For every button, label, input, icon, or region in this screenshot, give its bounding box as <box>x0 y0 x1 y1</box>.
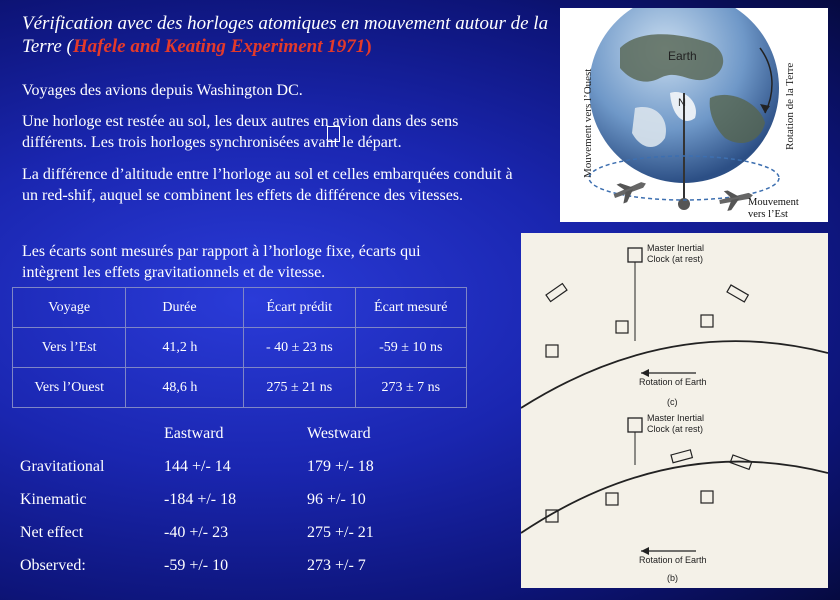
label-east-movement <box>748 197 799 221</box>
table-cell: - 40 ± 23 ns <box>244 328 355 368</box>
label-east-line: Mouvement <box>748 197 799 208</box>
table-cell: 275 ± 21 ns <box>244 368 355 408</box>
effects-label: Kinematic <box>20 491 87 508</box>
effects-value-east: -184 +/- 18 <box>164 491 237 508</box>
effects-label: Observed: <box>20 557 86 574</box>
globe-pole-label: N <box>678 97 686 109</box>
effects-value-west: 273 +/- 7 <box>307 557 366 574</box>
master-clock-icon <box>628 248 642 262</box>
ground-clock-icon <box>546 345 558 357</box>
globe-earth-label: Earth <box>668 49 697 63</box>
table-header-cell: Voyage <box>13 288 126 328</box>
master-clock-label-1: Master Inertial <box>647 413 705 423</box>
title-reference: Hafele and Keating Experiment 1971 <box>72 36 366 57</box>
title-close: ) <box>365 36 372 57</box>
ground-clock-icon <box>606 493 618 505</box>
effects-label: Gravitational <box>20 458 105 475</box>
effects-value-west: 96 +/- 10 <box>307 491 366 508</box>
master-clock-icon <box>628 418 642 432</box>
table-header-cell: Durée <box>126 288 244 328</box>
ground-clock-icon <box>616 321 628 333</box>
globe-figure <box>560 8 828 222</box>
effects-header-east: Eastward <box>164 425 224 442</box>
results-table <box>12 287 467 408</box>
effects-value-east: -59 +/- 10 <box>164 557 229 574</box>
rotation-arrowhead <box>641 369 649 377</box>
table-cell: -59 ± 10 ns <box>355 328 466 368</box>
table-header-row <box>13 288 467 328</box>
label-earth-rotation: Rotation de la Terre <box>784 62 796 150</box>
airplane-icon <box>671 450 692 463</box>
table-cell: Vers l’Ouest <box>13 368 126 408</box>
table-row <box>13 328 467 368</box>
ground-clock-icon <box>701 315 713 327</box>
effects-value-west: 179 +/- 18 <box>307 458 374 475</box>
airplane-icon <box>727 285 748 302</box>
title-main: Vérification avec des horloges atomiques en mouvement autour de la Terre ( <box>22 13 549 57</box>
rotation-arrowhead <box>641 547 649 555</box>
panel-c <box>521 243 828 408</box>
label-east-line: vers l’Est <box>748 209 788 220</box>
panel-b <box>521 413 828 583</box>
effects-value-east: -40 +/- 23 <box>164 524 229 541</box>
master-clock-label-2: Clock (at rest) <box>647 254 704 264</box>
slide-title <box>22 12 562 58</box>
panel-c-label: (c) <box>667 397 678 407</box>
effects-header-west: Westward <box>307 425 371 442</box>
effects-value-east: 144 +/- 14 <box>164 458 231 475</box>
paragraph-flights: Voyages des avions depuis Washington DC. <box>22 82 303 99</box>
effects-label: Net effect <box>20 524 84 541</box>
airplane-icon <box>546 284 567 302</box>
airplane-west-icon <box>611 175 650 205</box>
ground-clock-icon <box>701 491 713 503</box>
paragraph-redshift: La différence d’altitude entre l’horloge au sol et celles embarquées conduit à un red-shif, auquel se combinent les effets de différence des vitesses. <box>22 166 513 204</box>
earth-arc <box>521 462 828 533</box>
paragraph-measures: Les écarts sont mesurés par rapport à l’horloge fixe, écarts qui intègrent les effets gravitationnels et de vitesse. <box>22 243 421 281</box>
table-cell: 48,6 h <box>126 368 244 408</box>
table-cell: 41,2 h <box>126 328 244 368</box>
clock-diagram <box>521 233 828 588</box>
table-row <box>13 368 467 408</box>
table-cell: 273 ± 7 ns <box>355 368 466 408</box>
master-clock-label-2: Clock (at rest) <box>647 424 704 434</box>
master-clock-label-1: Master Inertial <box>647 243 705 253</box>
table-header-cell: Écart mesuré <box>355 288 466 328</box>
effects-value-west: 275 +/- 21 <box>307 524 374 541</box>
panel-b-label: (b) <box>667 573 678 583</box>
table-header-cell: Écart prédit <box>244 288 355 328</box>
rotation-label: Rotation of Earth <box>639 377 707 387</box>
label-west-movement: Mouvement vers l’Ouest <box>582 68 594 178</box>
missing-glyph-box <box>327 126 340 142</box>
rotation-label: Rotation of Earth <box>639 555 707 565</box>
table-cell: Vers l’Est <box>13 328 126 368</box>
clock-diagram-figure <box>521 233 828 588</box>
paragraph-clocks: Une horloge est restée au sol, les deux autres en avion dans des sens différents. Les trois horloges synchronisées avant le départ. <box>22 113 459 151</box>
